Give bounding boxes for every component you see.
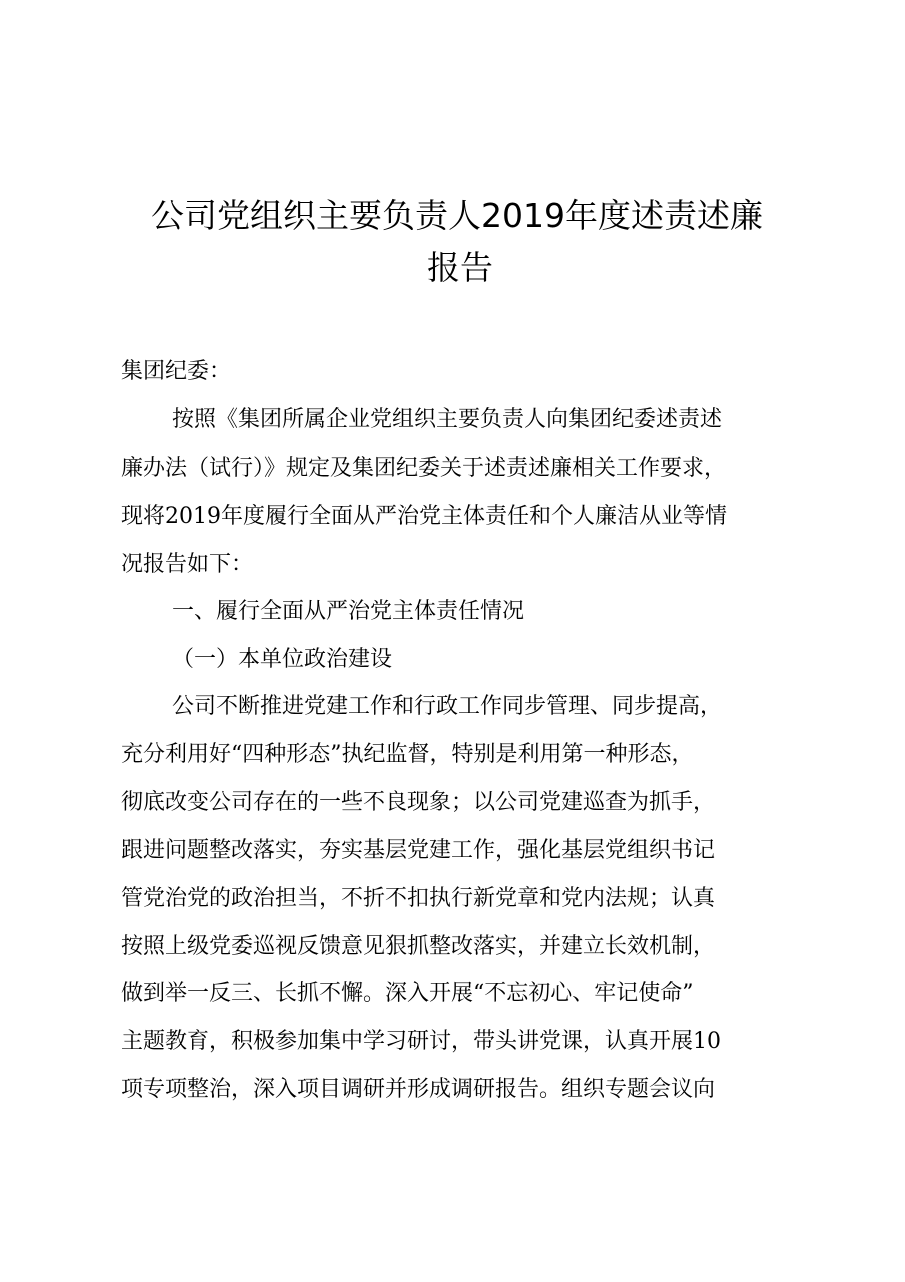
paragraph-line: 管党治党的政治担当，不折不扣执行新党章和党内法规；认真 bbox=[121, 886, 716, 911]
subsection-heading: （一）本单位政治建设 bbox=[172, 647, 393, 672]
paragraph-line: 按照上级党委巡视反馈意见狠抓整改落实，并建立长效机制， bbox=[121, 934, 716, 959]
paragraph-line: 充分利用好“四种形态”执纪监督，特别是利用第一种形态， bbox=[121, 742, 694, 767]
document-title-line-2: 报告 bbox=[427, 248, 493, 287]
paragraph-line: 公司不断推进党建工作和行政工作同步管理、同步提高， bbox=[172, 694, 723, 719]
paragraph-line: 现将2019年度履行全面从严治党主体责任和个人廉洁从业等情 bbox=[121, 504, 727, 529]
salutation: 集团纪委： bbox=[121, 359, 232, 384]
document-title-line-1: 公司党组织主要负责人2019年度述责述廉 bbox=[151, 196, 763, 235]
paragraph-line: 况报告如下： bbox=[121, 552, 254, 577]
paragraph-line: 按照《集团所属企业党组织主要负责人向集团纪委述责述 bbox=[172, 407, 723, 432]
paragraph-line: 主题教育，积极参加集中学习研讨，带头讲党课，认真开展10 bbox=[121, 1029, 721, 1054]
section-heading: 一、履行全面从严治党主体责任情况 bbox=[172, 599, 525, 624]
paragraph-line: 跟进问题整改落实，夯实基层党建工作，强化基层党组织书记 bbox=[121, 838, 716, 863]
paragraph-line: 彻底改变公司存在的一些不良现象；以公司党建巡查为抓手， bbox=[121, 790, 716, 815]
paragraph-line: 做到举一反三、长抓不懈。深入开展“不忘初心、牢记使命” bbox=[121, 981, 694, 1006]
paragraph-line: 廉办法（试行）》规定及集团纪委关于述责述廉相关工作要求， bbox=[121, 456, 727, 481]
paragraph-line: 项专项整治，深入项目调研并形成调研报告。组织专题会议向 bbox=[121, 1077, 716, 1102]
